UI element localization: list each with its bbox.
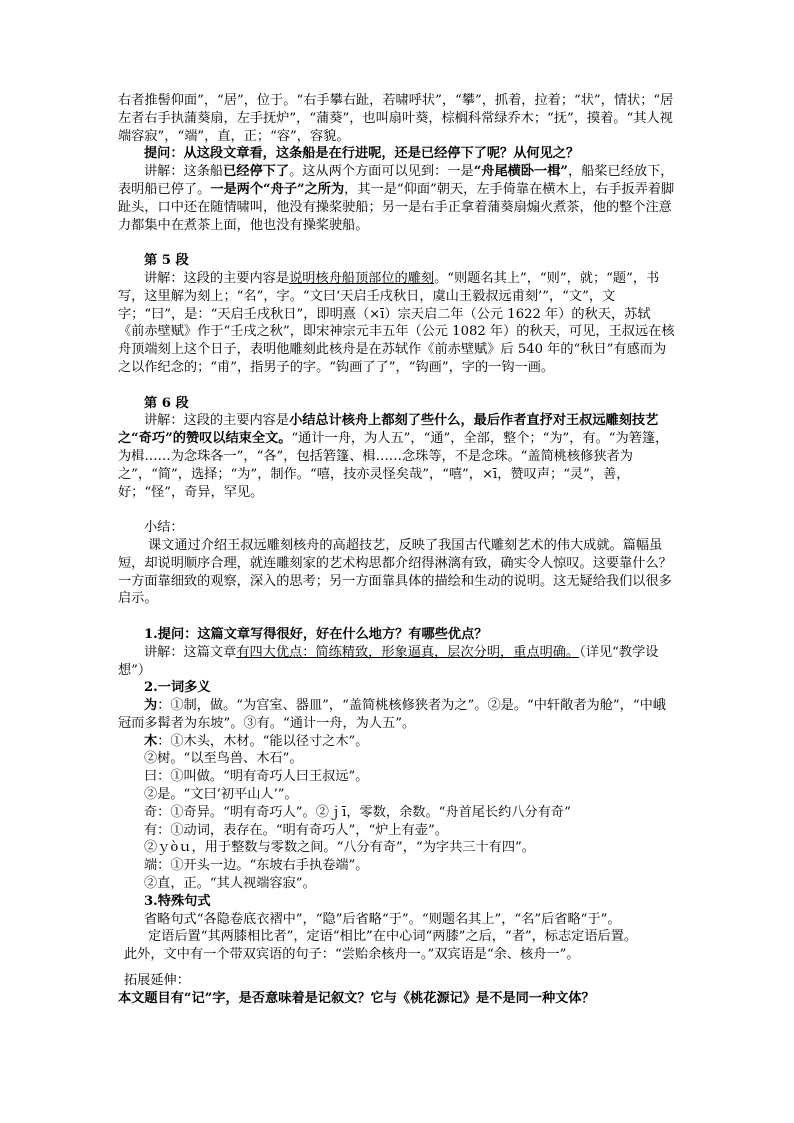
extension-question: 本文题目有“记”字，是否意味着是记叙文？它与《桃花源记》是不是同一种文体？ bbox=[118, 990, 595, 1006]
summary-title: 小结： bbox=[144, 520, 184, 536]
polysemy-item bbox=[118, 839, 676, 857]
polysemy-title: 2.一词多义 bbox=[144, 680, 211, 696]
polysemy-item bbox=[118, 768, 676, 786]
polysemy-item bbox=[118, 857, 676, 875]
special-syntax-postposition: 定语后置“其两膝相比者”，定语“相比”在中心词“两膝”之后，“者”，标志定语后置。 bbox=[148, 929, 638, 945]
special-syntax-omission: 省略句式“各隐卷底衣褶中”，“隐”后省略“于”。“则题名其上”，“名”后省略“于”。 bbox=[144, 911, 621, 927]
answer-strengths bbox=[118, 644, 676, 680]
explanation-text: “通计一舟，为人五”，“通”，全部，整个；“为”，有。“为箬篷，为楫……为念珠各一”，“各”，包括箬篷、楫……念珠等，不是念珠。“盖简桃核修狭者为之”，“简”，选择；“为”，制作。“嘻，技亦灵怪矣哉”，“嘻”，×ī，赞叹声；“灵”，善，好；“怪”，奇异，罕见。 bbox=[118, 431, 669, 500]
answer-text: （详见“教学设想”） bbox=[118, 644, 659, 678]
answer-bold: 已经停下了 bbox=[223, 164, 290, 180]
special-syntax-title: 3.特殊句式 bbox=[144, 893, 211, 909]
polysemy-text: ②是。“文曰‘初平山人’”。 bbox=[144, 787, 298, 803]
explanation-underlined: 说明核舟船顶部位的雕刻 bbox=[289, 270, 435, 286]
section-6-title: 第 6 段 bbox=[144, 395, 189, 411]
answer-bold: 一是两个“舟子”之所为 bbox=[210, 181, 345, 197]
polysemy-text: 奇：①奇异。“明有奇巧人”。②ｊī，零数，余数。“舟首尾长约八分有奇” bbox=[144, 804, 571, 820]
polysemy-item bbox=[118, 697, 676, 733]
answer-text: 讲解：这篇文章 bbox=[144, 644, 237, 660]
explanation-bold: 小结总计核舟上都刻了些什么，最后作者直抒对王叔远雕刻技艺之“奇巧”的赞叹以结束全文。 bbox=[118, 413, 659, 447]
answer-text: ，其一是“仰面”朝天，左手倚靠在横木上，右手扳弄着脚趾头，口中还在随情啸叫，他没有操桨驶船；另一是右手正拿着蒲葵扇煽火煮茶，他的整个注意力都集中在煮茶上面，他也没有操桨驶船。 bbox=[118, 181, 675, 233]
answer-text: 。这从两个方面可以见到：一是 bbox=[289, 164, 474, 180]
question-strengths: 1.提问：这篇文章写得很好，好在什么地方？有哪些优点？ bbox=[144, 626, 488, 642]
polysemy-item bbox=[118, 733, 676, 751]
answer-ship-stopped bbox=[118, 163, 676, 234]
paragraph-annotation: 右者推髻仰面”，“居”，位于。“右手攀右趾，若啸呼状”，“攀”，抓着，拉着；“状”，情状；“居左者右手执蒲葵扇，左手抚炉”，“蒲葵”，也叫扇叶葵，棕榈科常绿乔木；“抚”，摸着。“其人视端容寂”，“端”，直，正；“容”，容貌。 bbox=[118, 93, 674, 144]
polysemy-text: ：①制，做。“为宫室、器皿”，“盖简桃核修狭者为之”。②是。“中轩敞者为舱”，“中峨冠而多髯者为东坡”。③有。“通计一舟，为人五”。 bbox=[118, 698, 666, 731]
answer-text: 讲解：这条船 bbox=[144, 164, 224, 180]
explanation-text: 讲解：这段的主要内容是 bbox=[144, 413, 290, 429]
question-ship-moving: 提问：从这段文章看，这条船是在行进呢，还是已经停下了呢？从何见之？ bbox=[144, 146, 580, 162]
polysemy-head: 为 bbox=[144, 698, 158, 714]
answer-text: ，船桨已经放下，表明船已停了。 bbox=[118, 164, 674, 197]
section-5-explanation bbox=[118, 270, 676, 377]
polysemy-item bbox=[118, 875, 676, 893]
polysemy-text: ：①木头，木材。“能以径寸之木”。 bbox=[157, 733, 369, 749]
section-6-explanation bbox=[118, 412, 676, 501]
polysemy-text: ②ｙòｕ，用于整数与零数之间。“八分有奇”，“为字共三十有四”。 bbox=[144, 840, 535, 856]
polysemy-item bbox=[118, 750, 676, 768]
polysemy-head: 木 bbox=[144, 733, 158, 749]
section-5-title: 第 5 段 bbox=[144, 253, 189, 269]
polysemy-text: ②直，正。“其人视端容寂”。 bbox=[144, 876, 316, 892]
explanation-text: 讲解：这段的主要内容是 bbox=[144, 270, 290, 286]
summary-text: 课文通过介绍王叔远雕刻核舟的高超技艺，反映了我国古代雕刻艺术的伟大成就。篇幅虽短，却说明顺序合理，就连雕刻家的艺术构思都介绍得淋漓有致，确实令人惊叹。这要靠什么？一方面靠细致的观察，深入的思考；另一方面靠具体的描绘和生动的说明。这无疑给我们以很多启示。 bbox=[118, 537, 672, 607]
answer-underlined: 有四大优点：简练精致，形象逼真，层次分明，重点明确。 bbox=[236, 644, 580, 660]
special-syntax-double-object: 此外，文中有一个带双宾语的句子：“尝贻余核舟一。”双宾语是“余、核舟一”。 bbox=[124, 947, 580, 963]
explanation-text: 。“则题名其上”，“则”，就；“题”，书写，这里解为刻上；“名”，字。“文曰‘天启壬戌秋日，虞山王毅叔远甫刻’”，“文”，文字；“曰”，是：“天启壬戌秋日”，即明熹（×ī）宗天启二年（公元 1622 年）的秋天，苏轼《前赤壁赋》作于“壬戌之秋”，即宋神宗元丰五年（公元 1082 年）的秋天，可见，王叔远在核舟顶端刻上这个日子，表明他雕刻此核舟是在苏轼作《前赤壁赋》后 540 年的“秋日”有感而为之以作纪念的；“甫”，指男子的字。“钩画了了”，“钩画”，字的一钩一画。 bbox=[118, 270, 675, 375]
polysemy-item bbox=[118, 804, 676, 822]
polysemy-item bbox=[118, 822, 676, 840]
answer-bold: “舟尾横卧一楫” bbox=[473, 164, 568, 180]
polysemy-text: 有：①动词，表存在。“明有奇巧人”，“炉上有壶”。 bbox=[144, 822, 448, 838]
polysemy-item bbox=[118, 786, 676, 804]
polysemy-text: 曰：①叫做。“明有奇巧人曰王叔远”。 bbox=[144, 769, 369, 785]
extension-title: 拓展延伸： bbox=[124, 973, 190, 989]
polysemy-text: 端：①开头一边。“东坡右手执卷端”。 bbox=[144, 858, 369, 874]
polysemy-list bbox=[118, 697, 676, 893]
polysemy-text: ②树。“以至鸟兽、木石”。 bbox=[144, 751, 303, 767]
document-page bbox=[118, 92, 676, 1008]
